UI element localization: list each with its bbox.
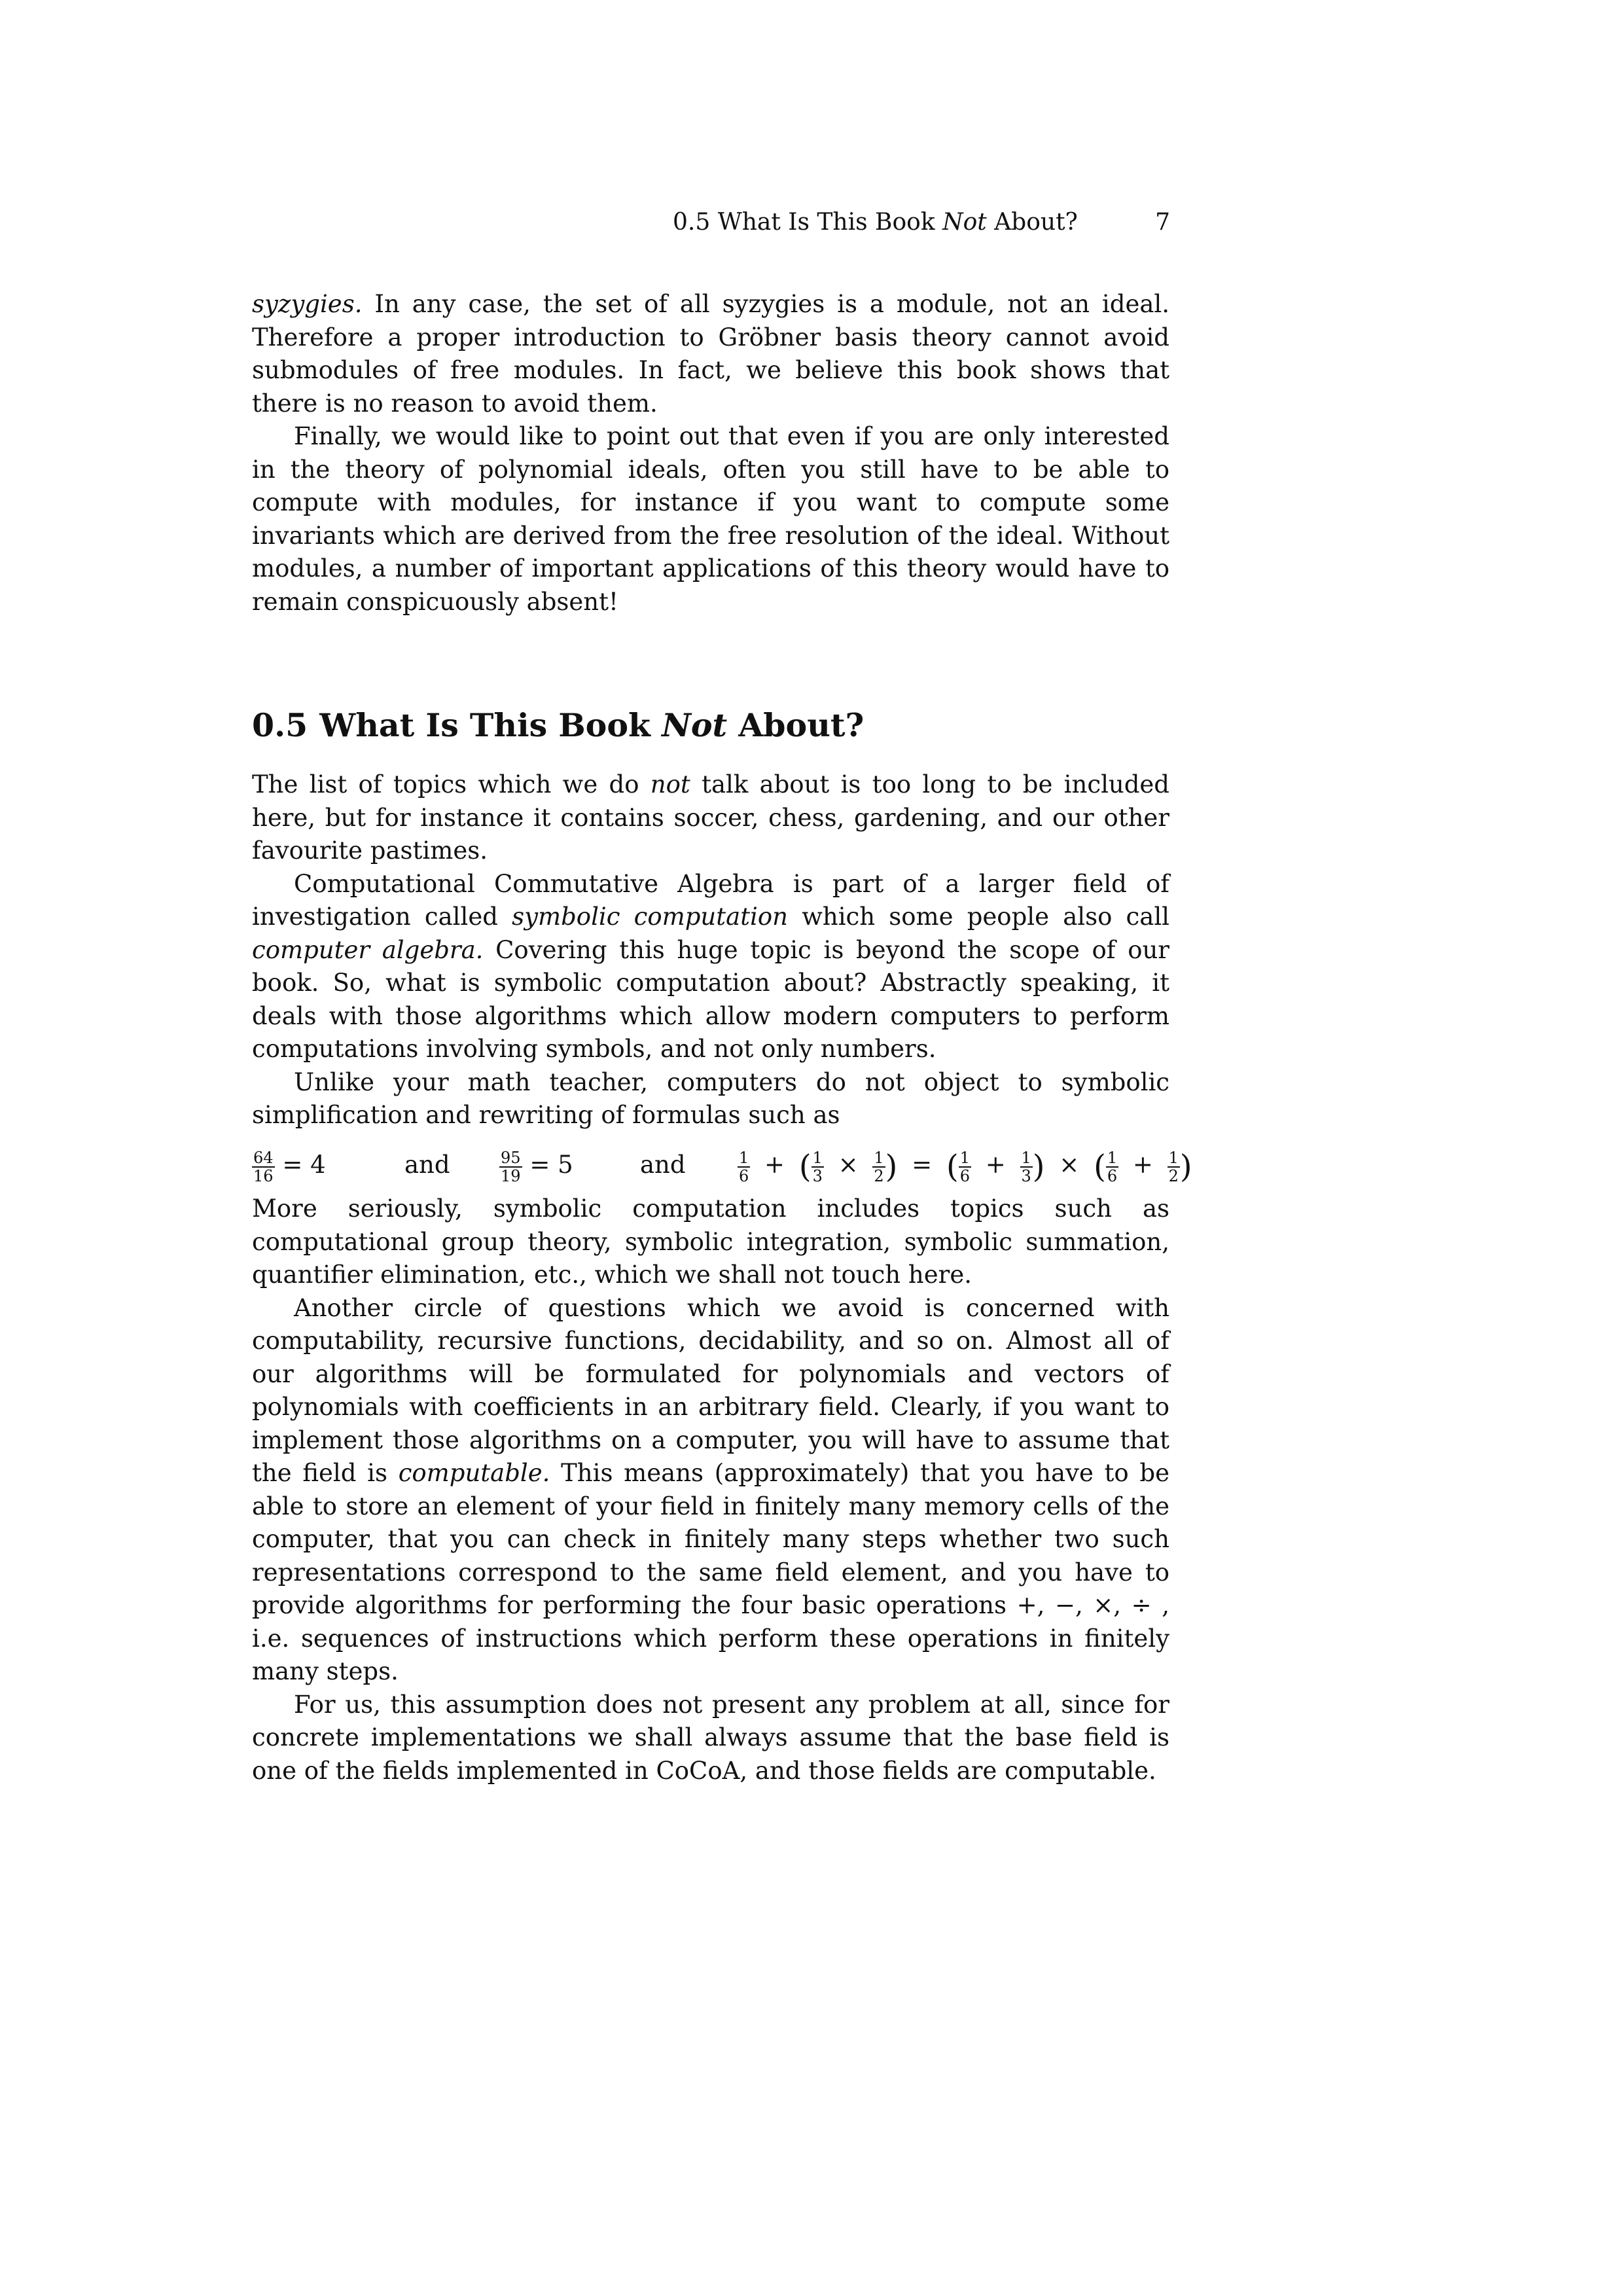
and-word: and [640,1151,686,1179]
running-head-title: 0.5 What Is This Book Not About? [673,209,1078,236]
paragraph: More seriously, symbolic computation includes topics such as computational group theory, symbolic integration, symbolic summation, quantifier elimination, etc., which we shall not touch here. [252,1194,1169,1289]
running-head [673,204,1170,241]
section-body-top [252,768,1169,1132]
and-word: and [404,1151,450,1179]
fraction: $\frac{95}{19}$ [501,1148,521,1185]
page-number: 7 [1155,209,1170,236]
formula-95-19: $\frac{95}{19}$ = 5 [501,1148,573,1185]
paragraph: Unlike your math teacher, computers do not object to symbolic simplification and rewriting of formulas such as [252,1067,1169,1129]
section-body-bottom [252,1193,1169,1787]
paragraph: Another circle of questions which we avoid is concerned with computability, recursive functions, decidability, and so on. Almost all of our algorithms will be formulated for polynomials and vectors of polynomials with coefficients in an arbitrary field. Clearly, if you want to implement those algorithms on a computer, you will have to assume that the field is computable. This means (approximately) that you have to be able to store an element of your field in finitely many memory cells of the computer, that you can check in finitely many steps whether two such representations correspond to the same field element, and you have to provide algorithms for performing the four basic operations +, −, ×, ÷ , i.e. sequences of instructions which perform these operations in finitely many steps. [252,1293,1170,1685]
paragraph: syzygies. In any case, the set of all syzygies is a module, not an ideal. Therefore a proper introduction to Gröbner basis theory cannot avoid submodules of free modules. In fact, we believe this book shows that there is no reason to avoid them. [252,290,1169,418]
paragraph: Finally, we would like to point out that even if you are only interested in the theory of polynomial ideals, often you still have to be able to compute with modules, for instance if you want to compute some invariants which are derived from the free resolution of the ideal. Without modules, a number of important applications of this theory would have to remain conspicuously absent! [252,422,1169,616]
paragraph: Computational Commutative Algebra is part of a larger field of investigation called symbolic computation which some people also call computer algebra. Covering this huge topic is beyond the scope of our book. So, what is symbolic computation about? Abstractly speaking, it deals with those algorithms which allow modern computers to perform computations involving symbols, and not only numbers. [252,869,1169,1063]
section-heading: 0.5 What Is This Book Not About? [252,706,865,744]
intro-text [252,288,1169,619]
formula-row [252,1139,1192,1191]
formula-distributive: $\frac{1}{6}$ + ( $\frac{1}{3}$ × $\frac{1}{2}$ ) = ( $\frac{1}{6}$ + $\frac{1}{3}$ ) × ( $\frac{1}{6}$ + $\frac{1}{2}$ ) [739,1148,1192,1185]
fraction: $\frac{64}{16}$ [253,1148,274,1185]
paragraph: The list of topics which we do not talk about is too long to be included here, but for instance it contains soccer, chess, gardening, and our other favourite pastimes. [252,770,1169,865]
paragraph: For us, this assumption does not present any problem at all, since for concrete implementations we shall always assume that the base field is one of the fields implemented in CoCoA, and those fields are computable. [252,1690,1169,1785]
formula-64-16: $\frac{64}{16}$ = 4 [253,1148,326,1185]
